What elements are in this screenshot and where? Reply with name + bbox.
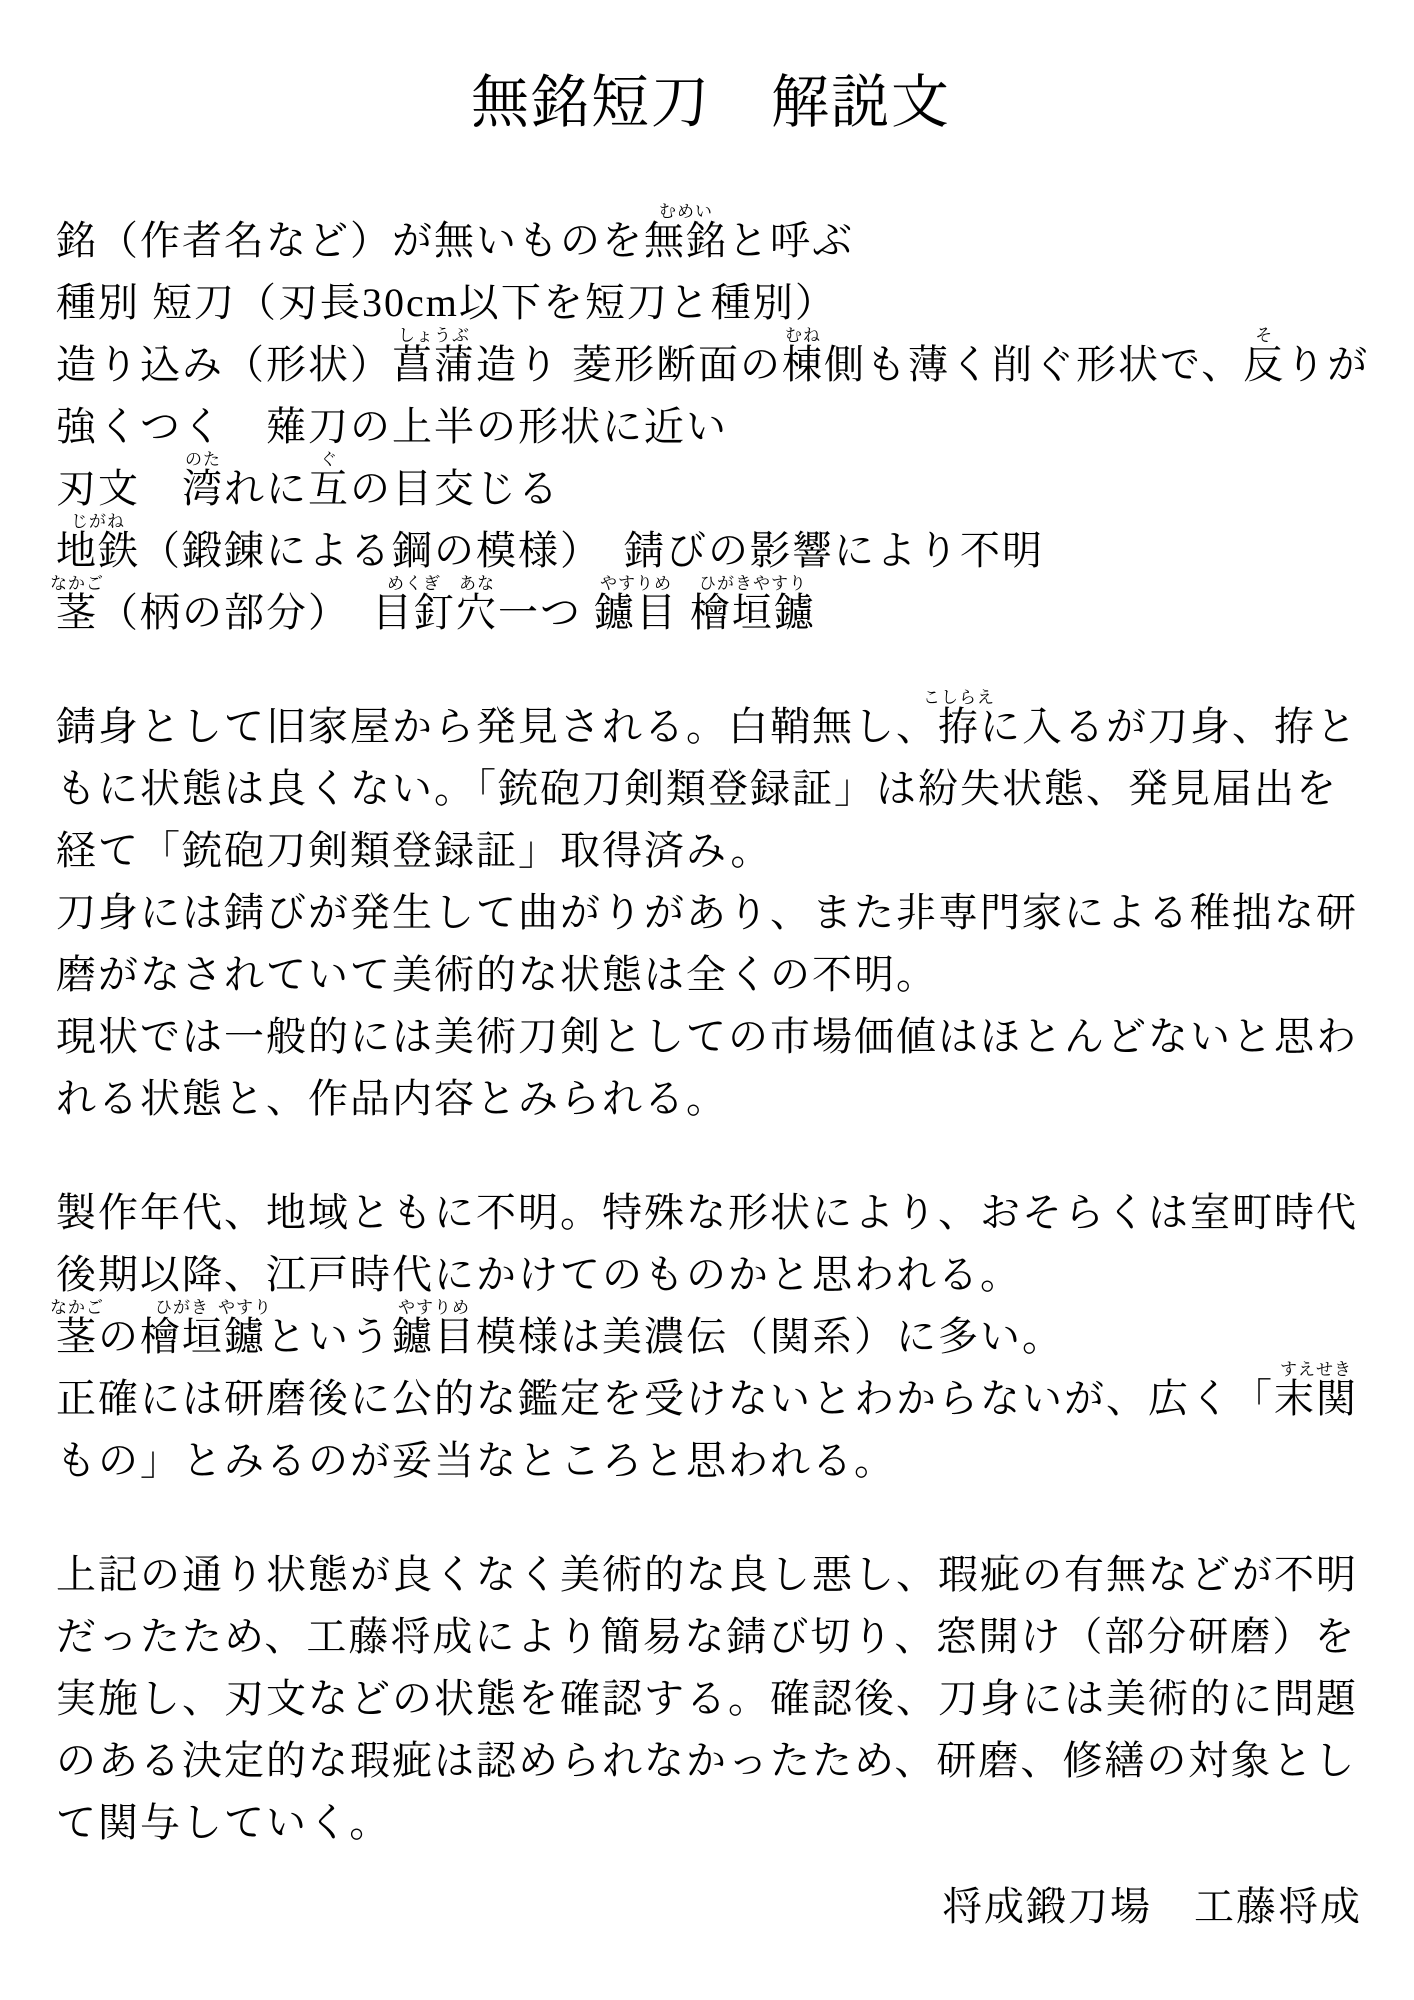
ruby-base: あな 穴: [456, 574, 498, 635]
ruby-base: こしらえ 拵: [923, 688, 995, 749]
ruby-base: ひがき 檜垣: [140, 1298, 224, 1359]
paragraph-3: [50, 1182, 1366, 1492]
furigana: のた: [185, 450, 221, 469]
paragraph-2: [56, 688, 1366, 1130]
text-line: 刀身には錆びが発生して曲がりがあり、また非専門家による稚拙な研: [56, 890, 1358, 935]
ruby-base: すえせき 末関: [1274, 1360, 1358, 1421]
ruby-base: そ 反: [1243, 326, 1286, 387]
furigana: こしらえ: [923, 688, 995, 707]
furigana: じがね: [71, 512, 125, 531]
ruby-base: しょうぶ 菖蒲: [392, 326, 476, 387]
furigana: すえせき: [1280, 1360, 1352, 1379]
ruby-base: のた 湾: [182, 450, 224, 511]
document-title: 無銘短刀 解説文: [470, 70, 951, 135]
text-line: 磨がなされていて美術的な状態は全くの不明。: [56, 952, 938, 997]
ruby-base: じがね 地鉄: [56, 512, 140, 573]
paragraph-1: [50, 202, 1370, 644]
ruby-base: むめい 無銘: [644, 202, 728, 263]
furigana: むね: [785, 326, 821, 345]
furigana: むめい: [659, 202, 713, 221]
text-line: じがね 地鉄（鍛錬による鋼の模様） 錆びの影響により不明: [56, 512, 1044, 573]
text-line: 刃文 のた 湾れに ぐ 互の目交じる: [56, 450, 560, 511]
text-line: 正確には研磨後に公的な鑑定を受けないとわからないが、広く「 すえせき 末関: [56, 1360, 1358, 1421]
text-line: 強くつく 薙刀の上半の形状に近い: [56, 404, 728, 449]
paragraph-4: [56, 1544, 1366, 1854]
text-line: なかご 茎の ひがき 檜垣 やすり 鑢という やすりめ 鑢目模様は美濃伝（関系）に多い。: [50, 1298, 1064, 1359]
ruby-base: ぐ 互: [308, 450, 350, 511]
furigana: なかご: [50, 1298, 104, 1317]
ruby-base: やすりめ 鑢目: [392, 1298, 476, 1359]
text-line: 上記の通り状態が良くなく美術的な良し悪し、瑕疵の有無などが不明: [56, 1552, 1358, 1597]
text-line: 製作年代、地域ともに不明。特殊な形状により、おそらくは室町時代: [56, 1190, 1358, 1235]
text-line: れる状態と、作品内容とみられる。: [56, 1076, 728, 1121]
signature: 将成鍛刀場 工藤将成: [942, 1884, 1362, 1929]
furigana: しょうぶ: [398, 326, 470, 345]
furigana: あな: [459, 574, 495, 593]
text-line: だったため、工藤将成により簡易な錆び切り、窓開け（部分研磨）を: [56, 1614, 1357, 1659]
furigana: やすりめ: [600, 574, 672, 593]
text-line: 後期以降、江戸時代にかけてのものかと思われる。: [56, 1252, 1022, 1297]
furigana: やすり: [218, 1298, 272, 1317]
ruby-base: やすりめ 鑢目: [594, 574, 678, 635]
ruby-base: めくぎ 目釘: [372, 574, 456, 635]
text-line: 経て「銃砲刀剣類登録証」取得済み。: [56, 828, 773, 873]
furigana: なかご: [50, 574, 104, 593]
ruby-base: むね 棟: [782, 326, 824, 387]
text-line: なかご 茎（柄の部分） めくぎ 目釘 あな 穴一つ やすりめ 鑢目 ひがきやすり 檜垣鑢: [50, 574, 816, 635]
text-line: もの」とみるのが妥当なところと思われる。: [56, 1438, 896, 1483]
ruby-base: なかご 茎: [50, 574, 104, 635]
furigana: そ: [1255, 326, 1274, 345]
furigana: ひがき: [155, 1298, 209, 1317]
ruby-base: ひがきやすり 檜垣鑢: [690, 574, 816, 635]
text-line: 錆身として旧家屋から発見される。白鞘無し、 こしらえ 拵に入るが刀身、拵と: [56, 688, 1358, 749]
furigana: やすりめ: [398, 1298, 470, 1317]
text-line: 実施し、刃文などの状態を確認する。確認後、刀身には美術的に問題: [56, 1676, 1358, 1721]
ruby-base: なかご 茎: [50, 1298, 104, 1359]
text-line: 種別 短刀（刃長30cm以下を短刀と種別）: [56, 280, 837, 325]
text-line: のある決定的な瑕疵は認められなかったため、研磨、修繕の対象とし: [56, 1738, 1357, 1783]
furigana: ひがきやすり: [699, 574, 807, 593]
text-line: 造り込み（形状） しょうぶ 菖蒲造り 菱形断面の むね 棟側も薄く削ぐ形状で、 そ 反りが: [56, 326, 1370, 387]
furigana: めくぎ: [387, 574, 441, 593]
document-body: [50, 202, 1370, 1854]
text-line: 銘（作者名など）が無いものを むめい 無銘と呼ぶ: [56, 202, 854, 263]
furigana: ぐ: [320, 450, 338, 469]
ruby-base: やすり 鑢: [218, 1298, 272, 1359]
text-line: て関与していく。: [56, 1800, 392, 1845]
text-line: もに状態は良くない。「銃砲刀剣類登録証」は紛失状態、発見届出を: [56, 766, 1338, 811]
text-line: 現状では一般的には美術刀剣としての市場価値はほとんどないと思わ: [56, 1014, 1358, 1059]
